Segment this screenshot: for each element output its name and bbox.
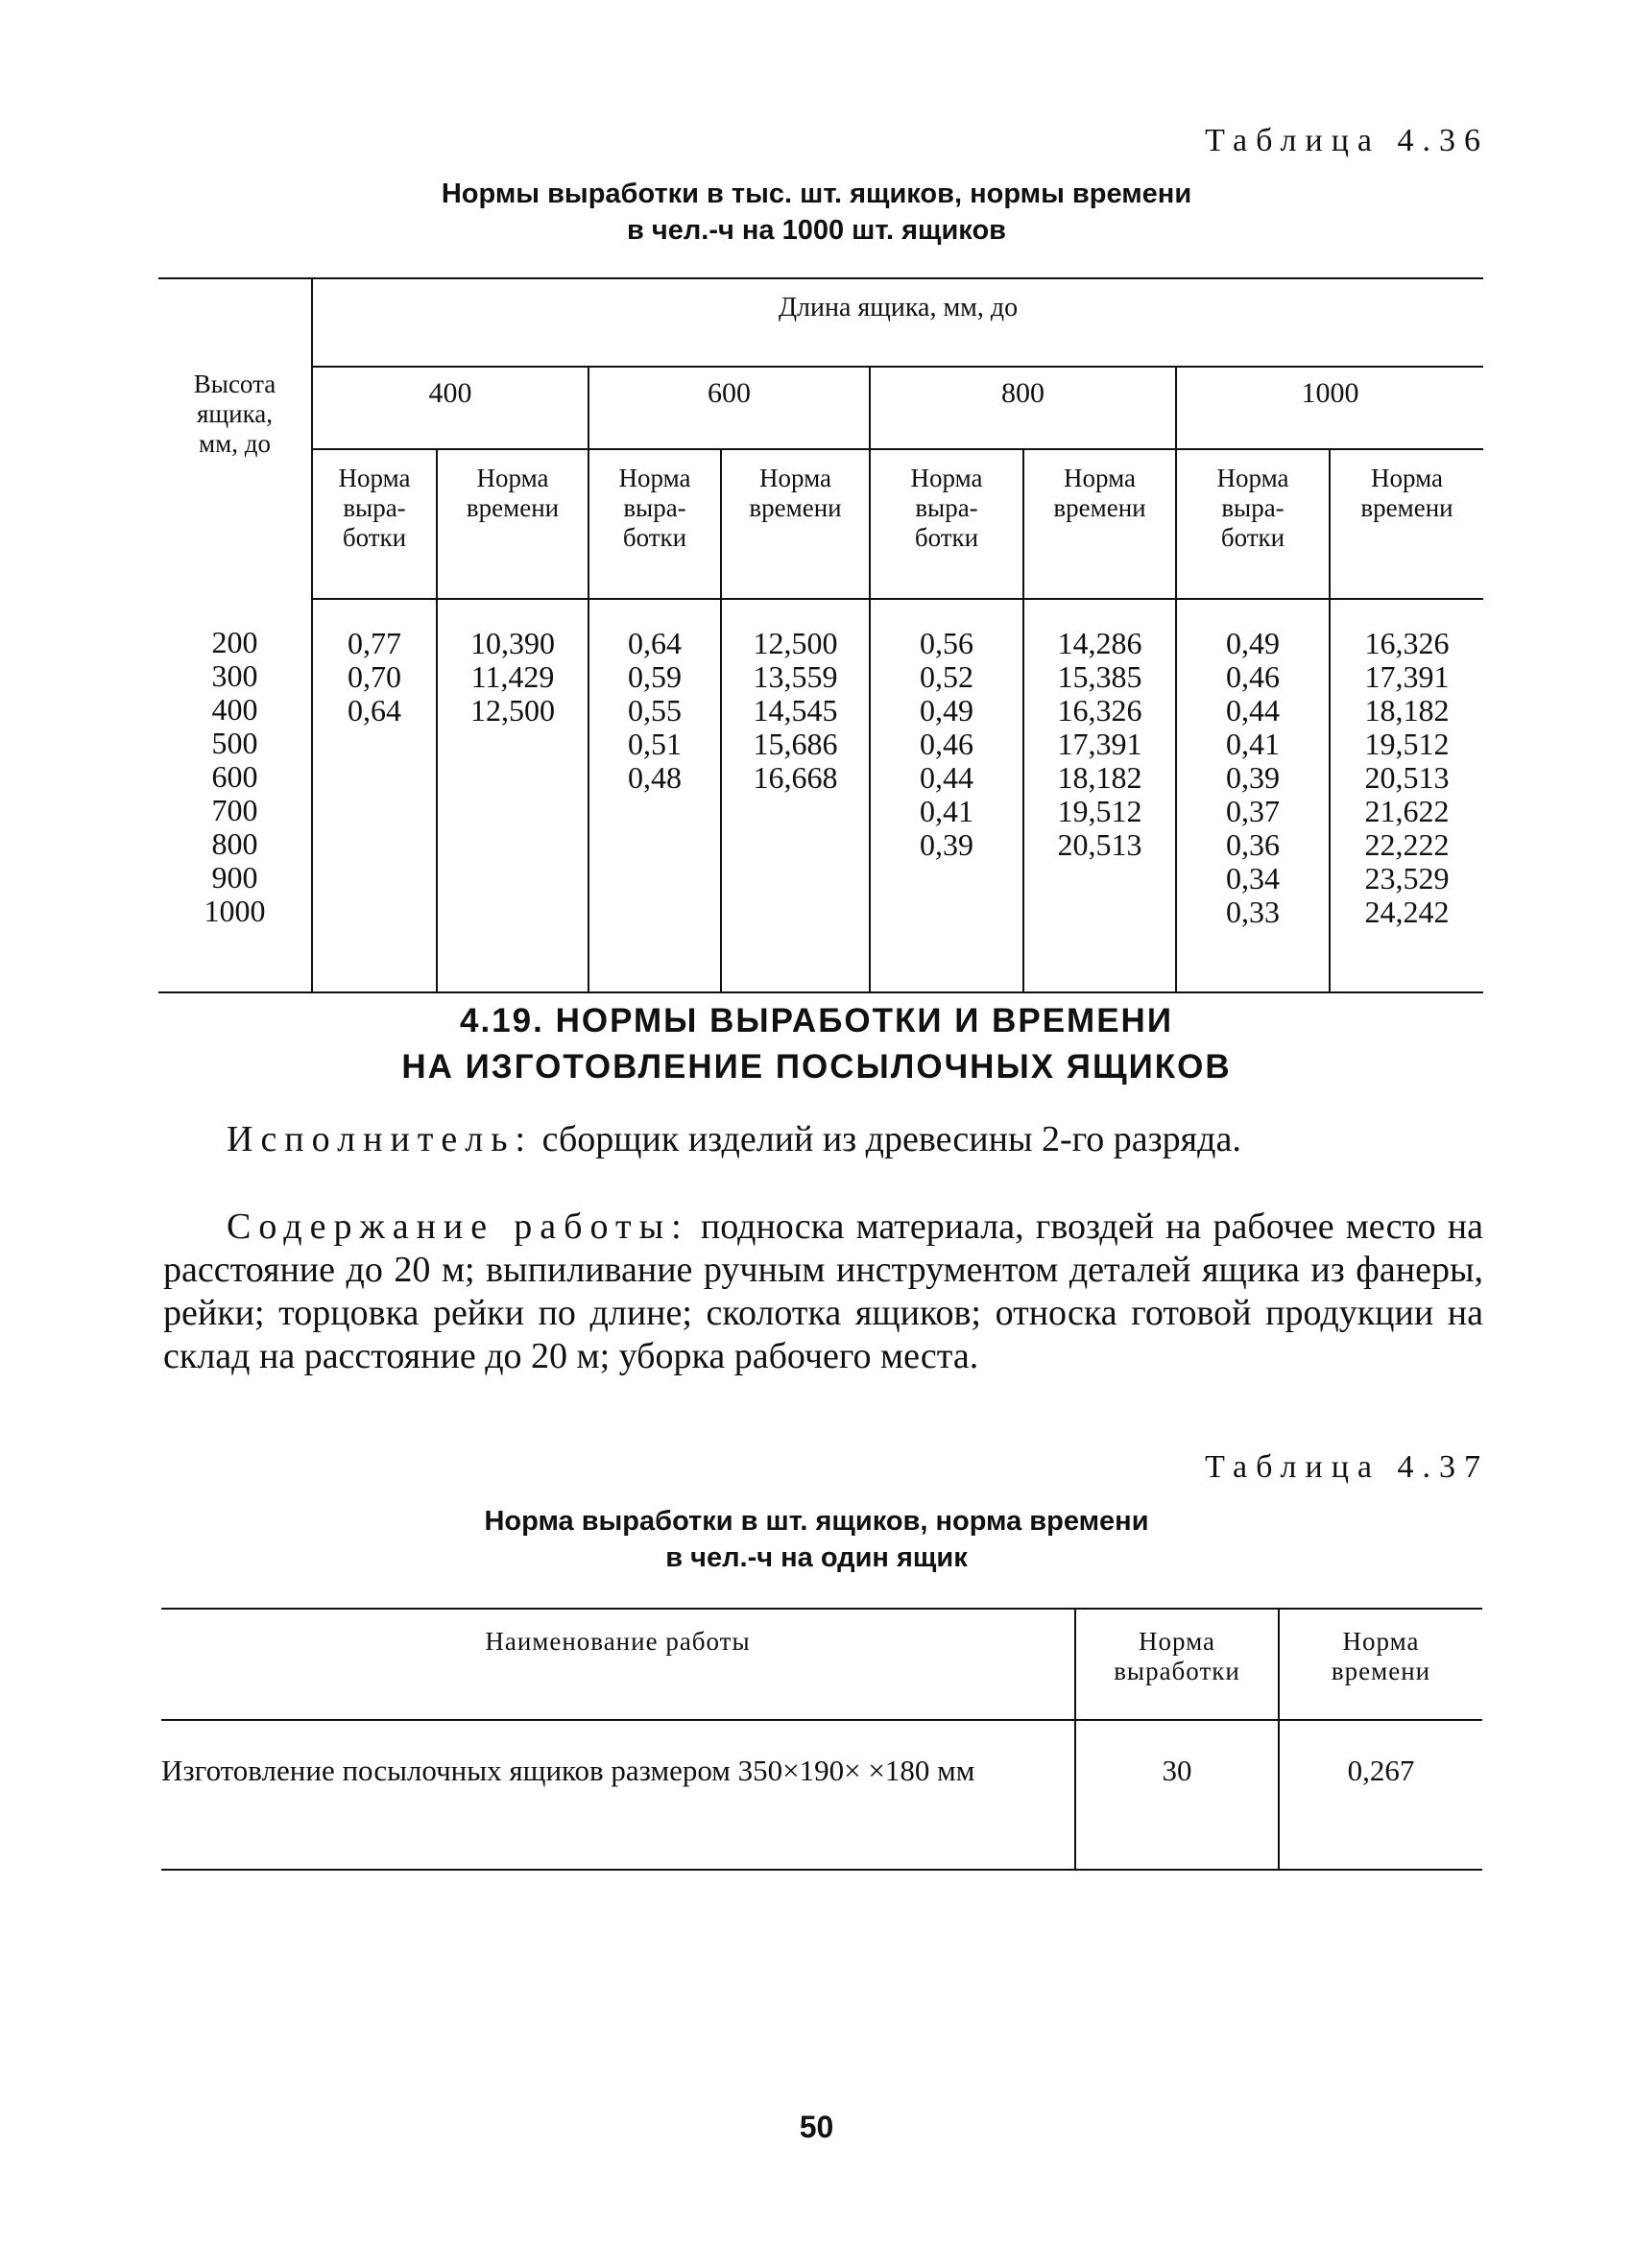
table-4-37-number: Таблица 4.37 bbox=[1205, 1449, 1489, 1485]
table-cell-value: 21,622 bbox=[1364, 794, 1450, 828]
table-cell-value: 0,41 bbox=[1226, 727, 1280, 761]
output-column-800 bbox=[870, 599, 1023, 992]
table-cell-value: 15,686 bbox=[753, 727, 838, 761]
heights-column bbox=[158, 599, 312, 992]
table-cell-value: 23,529 bbox=[1364, 861, 1450, 895]
table-4-37 bbox=[161, 1608, 1482, 1871]
table-cell-value: 600 bbox=[211, 759, 258, 794]
output-column-400 bbox=[312, 599, 437, 992]
subheader-output: Норма выра- ботки bbox=[870, 449, 1023, 599]
subheader-time: Норма времени bbox=[437, 449, 588, 599]
table-cell-value: 0,55 bbox=[628, 693, 682, 728]
section-title: 4.19. НОРМЫ ВЫРАБОТКИ И ВРЕМЕНИ НА ИЗГОТОВЛЕНИЕ ПОСЫЛОЧНЫХ ЯЩИКОВ bbox=[401, 1002, 1232, 1086]
time-column-800 bbox=[1023, 599, 1176, 992]
table-cell-value: 0,39 bbox=[920, 827, 973, 862]
table-cell-value: 0,34 bbox=[1226, 861, 1280, 895]
caption-line: в чел.-ч на 1000 шт. ящиков bbox=[627, 215, 1006, 246]
table-cell-value: 20,513 bbox=[1057, 827, 1142, 862]
table-cell-value: 0,49 bbox=[920, 693, 973, 728]
table-cell-value: 11,429 bbox=[470, 659, 555, 694]
table-cell-value: 0,33 bbox=[1226, 895, 1280, 929]
table-cell-value: 0,36 bbox=[1226, 827, 1280, 862]
table-cell-value: 19,512 bbox=[1364, 727, 1450, 761]
table-cell-value: 0,70 bbox=[348, 659, 401, 694]
performer-text: сборщик изделий из древесины 2-го разряда. bbox=[533, 1119, 1241, 1159]
table-cell-value: 16,326 bbox=[1364, 626, 1450, 660]
work-content-paragraph bbox=[163, 1206, 1483, 1378]
table-cell-value: 24,242 bbox=[1364, 895, 1450, 929]
table-cell-value: 17,391 bbox=[1364, 659, 1450, 694]
height-header: Высота ящика, мм, до bbox=[158, 278, 312, 599]
time-column-600 bbox=[721, 599, 870, 992]
table-cell-value: 10,390 bbox=[470, 626, 555, 660]
table-cell-value: 1000 bbox=[204, 894, 266, 928]
table-cell-value: 16,326 bbox=[1057, 693, 1142, 728]
table-4-36-caption bbox=[0, 176, 1633, 249]
time-norm-cell: 0,267 bbox=[1279, 1720, 1482, 1870]
subheader-time: Норма времени bbox=[721, 449, 870, 599]
work-content-text: подноска материала, гвоздей на рабочее место на расстояние до 20 м; выпиливание ручным инструментом деталей ящика из фанеры, рейки; торцовка рейки по длине; сколотка ящиков; относка готовой продукции на склад на расстояние до 20 м; уборка рабочего места. bbox=[163, 1206, 1483, 1376]
table-cell-value: 0,39 bbox=[1226, 760, 1280, 795]
subheader-output: Норма выра- ботки bbox=[588, 449, 721, 599]
table-row bbox=[161, 1720, 1482, 1870]
table-cell-value: 14,545 bbox=[753, 693, 838, 728]
performer-paragraph bbox=[163, 1118, 1483, 1161]
table-cell-value: 700 bbox=[211, 793, 258, 827]
table-cell-value: 19,512 bbox=[1057, 794, 1142, 828]
table-cell-value: 0,44 bbox=[1226, 693, 1280, 728]
table-cell-value: 400 bbox=[211, 692, 258, 727]
table-cell-value: 16,668 bbox=[753, 760, 838, 795]
time-column-400 bbox=[437, 599, 588, 992]
time-column-1000 bbox=[1330, 599, 1483, 992]
length-1000: 1000 bbox=[1176, 367, 1483, 449]
table-cell-value: 300 bbox=[211, 658, 258, 693]
table-cell-value: 0,51 bbox=[628, 727, 682, 761]
subheader-output: Норма выра- ботки bbox=[1176, 449, 1330, 599]
table-cell-value: 0,56 bbox=[920, 626, 973, 660]
table-4-36-number: Таблица 4.36 bbox=[1205, 123, 1489, 158]
caption-line: Нормы выработки в тыс. шт. ящиков, нормы времени bbox=[441, 179, 1192, 209]
length-header: Длина ящика, мм, до bbox=[312, 278, 1483, 367]
length-600: 600 bbox=[588, 367, 870, 449]
subheader-time: Норма времени bbox=[1330, 449, 1483, 599]
table-cell-value: 0,48 bbox=[628, 760, 682, 795]
table-4-37-caption: Норма выработки в шт. ящиков, норма времени в чел.-ч на один ящик bbox=[484, 1506, 1149, 1573]
table-cell-value: 17,391 bbox=[1057, 727, 1142, 761]
length-800: 800 bbox=[870, 367, 1176, 449]
table-cell-value: 0,64 bbox=[348, 693, 401, 728]
table-cell-value: 200 bbox=[211, 625, 258, 659]
table-cell-value: 0,44 bbox=[920, 760, 973, 795]
table-cell-value: 0,46 bbox=[1226, 659, 1280, 694]
table-cell-value: 0,49 bbox=[1226, 626, 1280, 660]
output-column-1000 bbox=[1176, 599, 1330, 992]
output-column-600 bbox=[588, 599, 721, 992]
table-cell-value: 500 bbox=[211, 726, 258, 760]
table-cell-value: 13,559 bbox=[753, 659, 838, 694]
table-cell-value: 14,286 bbox=[1057, 626, 1142, 660]
table-cell-value: 0,37 bbox=[1226, 794, 1280, 828]
time-norm-header: Норма времени bbox=[1279, 1609, 1482, 1720]
work-name-cell: Изготовление посылочных ящиков размером 350×190× ×180 мм bbox=[161, 1720, 1075, 1870]
output-norm-cell: 30 bbox=[1075, 1720, 1279, 1870]
performer-label: Исполнитель: bbox=[227, 1119, 534, 1159]
table-cell-value: 900 bbox=[211, 860, 258, 895]
table-cell-value: 0,77 bbox=[348, 626, 401, 660]
table-cell-value: 0,59 bbox=[628, 659, 682, 694]
table-cell-value: 800 bbox=[211, 826, 258, 861]
table-cell-value: 12,500 bbox=[753, 626, 838, 660]
table-cell-value: 22,222 bbox=[1364, 827, 1450, 862]
table-cell-value: 0,46 bbox=[920, 727, 973, 761]
table-cell-value: 18,182 bbox=[1364, 693, 1450, 728]
table-cell-value: 0,52 bbox=[920, 659, 973, 694]
table-cell-value: 0,41 bbox=[920, 794, 973, 828]
subheader-output: Норма выра- ботки bbox=[312, 449, 437, 599]
output-norm-header: Норма выработки bbox=[1075, 1609, 1279, 1720]
work-name-header: Наименование работы bbox=[161, 1609, 1075, 1720]
table-cell-value: 20,513 bbox=[1364, 760, 1450, 795]
page-number: 50 bbox=[799, 2110, 834, 2144]
table-cell-value: 0,64 bbox=[628, 626, 682, 660]
table-cell-value: 15,385 bbox=[1057, 659, 1142, 694]
length-400: 400 bbox=[312, 367, 588, 449]
table-cell-value: 18,182 bbox=[1057, 760, 1142, 795]
subheader-time: Норма времени bbox=[1023, 449, 1176, 599]
table-cell-value: 12,500 bbox=[470, 693, 555, 728]
work-content-label: Содержание работы: bbox=[227, 1206, 689, 1247]
table-4-36 bbox=[158, 277, 1483, 993]
